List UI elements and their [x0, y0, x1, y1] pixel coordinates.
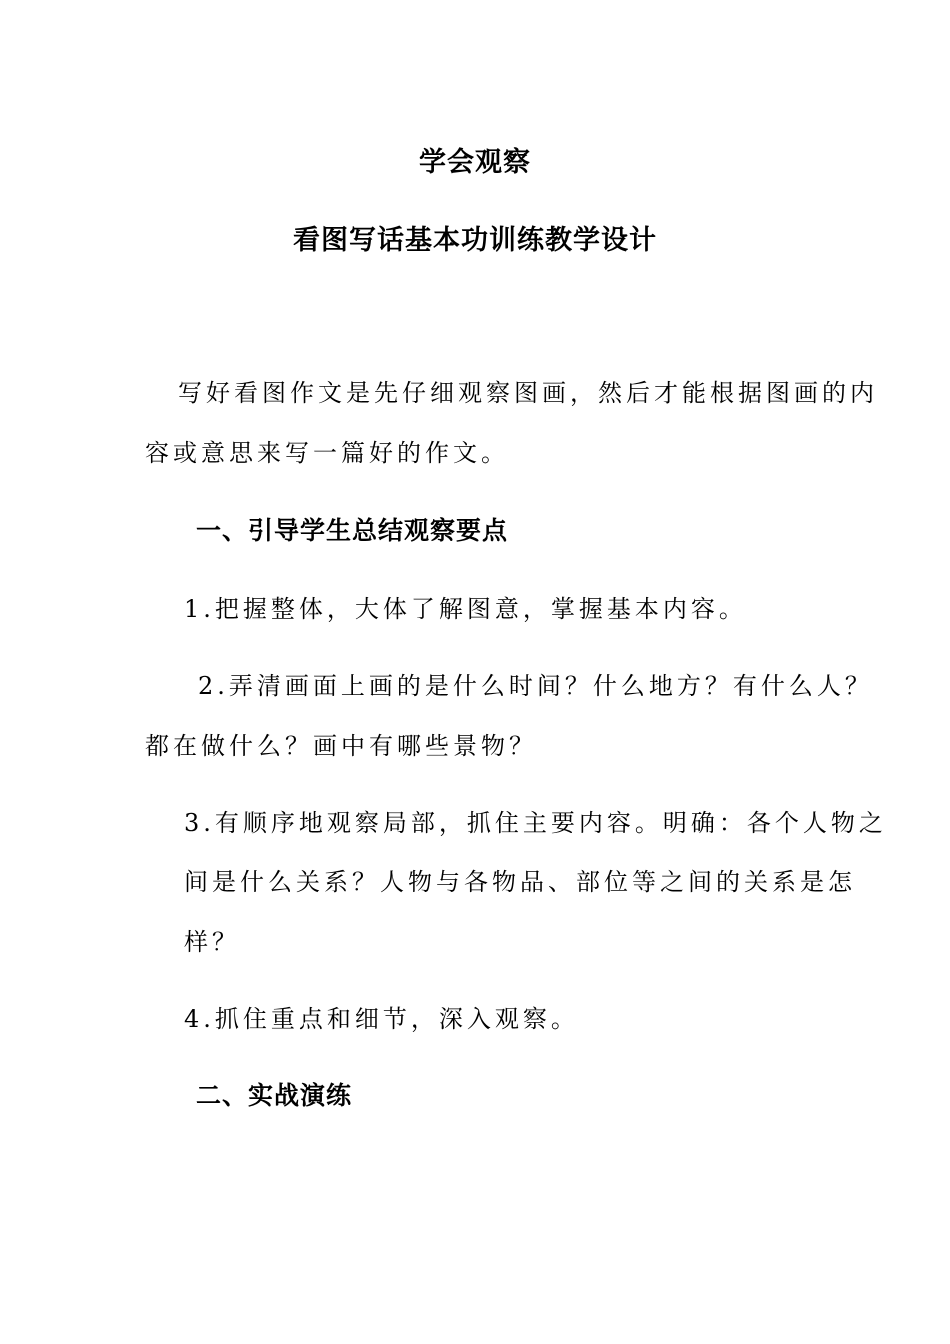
document-subtitle: 看图写话基本功训练教学设计: [293, 225, 657, 256]
section1-item3-line3: 样？: [184, 928, 240, 956]
document-title: 学会观察: [419, 147, 531, 178]
section1-item1: 1.把握整体，大体了解图意，掌握基本内容。: [184, 595, 747, 623]
section1-item3-line2: 间是什么关系？人物与各物品、部位等之间的关系是怎: [184, 868, 856, 896]
section1-item4: 4.抓住重点和细节，深入观察。: [184, 1005, 579, 1033]
section1-item3-line1: 3.有顺序地观察局部，抓住主要内容。明确：各个人物之: [184, 809, 887, 837]
section2-heading: 二、实战演练: [196, 1081, 353, 1110]
section1-heading: 一、引导学生总结观察要点: [196, 516, 509, 545]
section1-item2-line2: 都在做什么？画中有哪些景物？: [145, 732, 537, 760]
intro-line-1: 写好看图作文是先仔细观察图画，然后才能根据图画的内: [178, 379, 878, 407]
section1-item2-line1: 2.弄清画面上画的是什么时间？什么地方？有什么人？: [198, 672, 873, 700]
intro-line-2: 容或意思来写一篇好的作文。: [145, 439, 509, 467]
